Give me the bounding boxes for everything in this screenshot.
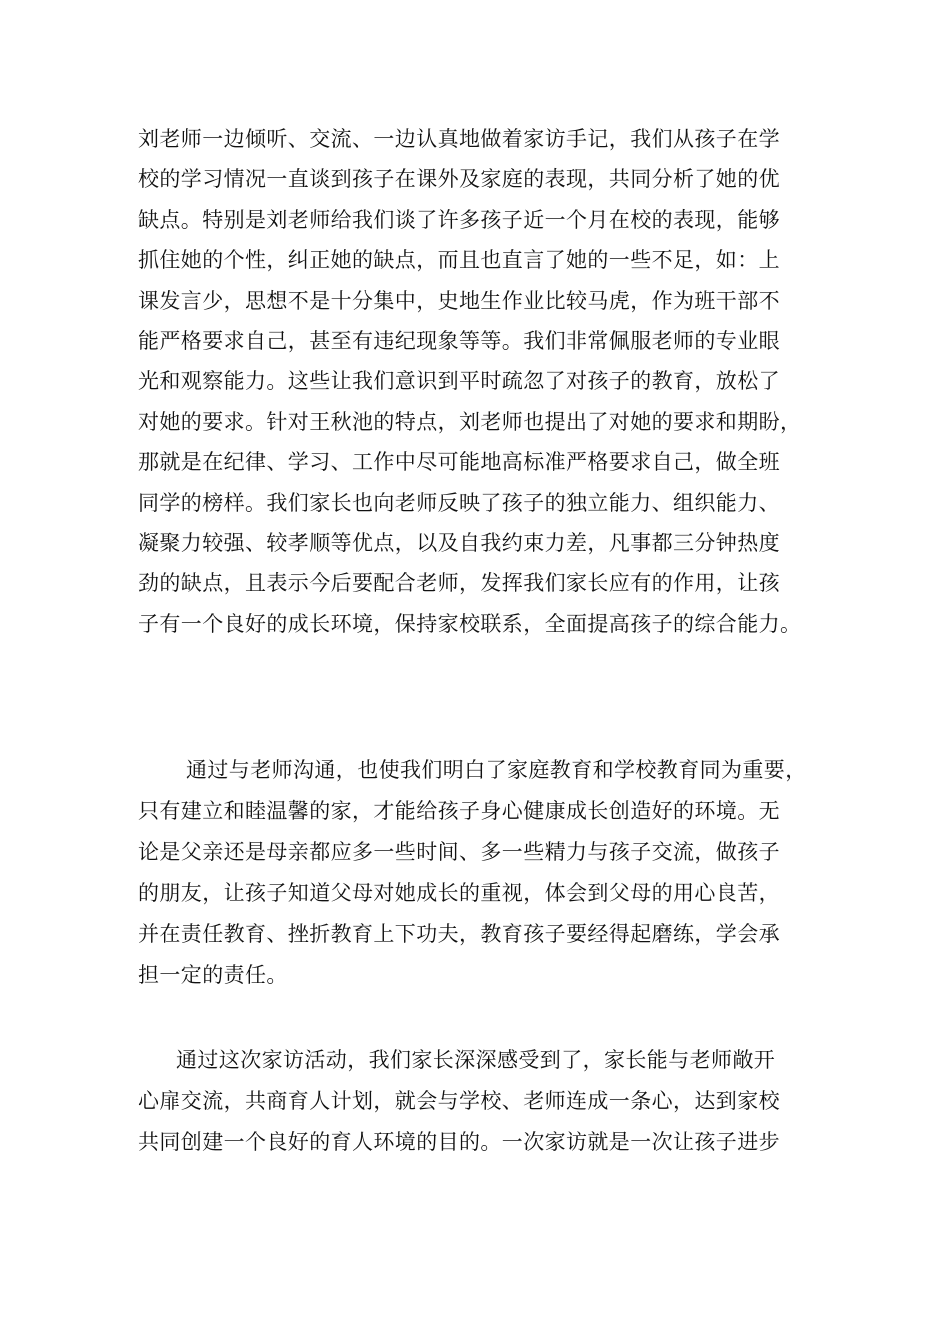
text-line: 对她的要求。针对王秋池的特点，刘老师也提出了对她的要求和期盼，	[138, 410, 802, 434]
text-line: 凝聚力较强、较孝顺等优点，以及自我约束力差，凡事都三分钟热度	[138, 531, 780, 555]
text-line: 并在责任教育、挫折教育上下功夫，教育孩子要经得起磨练，学会承	[138, 922, 780, 946]
text-line: 担一定的责任。	[138, 963, 288, 987]
text-line: 劲的缺点，且表示今后要配合老师，发挥我们家长应有的作用，让孩	[138, 571, 780, 595]
text-line: 抓住她的个性，纠正她的缺点，而且也直言了她的一些不足，如：上	[138, 248, 780, 272]
text-line: 那就是在纪律、学习、工作中尽可能地高标准严格要求自己，做全班	[138, 450, 780, 474]
text-line: 通过与老师沟通，也使我们明白了家庭教育和学校教育同为重要，	[186, 758, 807, 782]
text-line: 论是父亲还是母亲都应多一些时间、多一些精力与孩子交流，做孩子	[138, 840, 780, 864]
text-line: 校的学习情况一直谈到孩子在课外及家庭的表现，共同分析了她的优	[138, 167, 780, 191]
text-line: 通过这次家访活动，我们家长深深感受到了，家长能与老师敞开	[176, 1048, 776, 1072]
text-line: 能严格要求自己，甚至有违纪现象等等。我们非常佩服老师的专业眼	[138, 329, 780, 353]
paragraph-first-line: 的朋友，让孩子知道父母对她成长的重视，体会到父母的用心良苦，	[138, 881, 780, 905]
text-line: 心扉交流，共商育人计划，就会与学校、老师连成一条心，达到家校	[138, 1089, 780, 1113]
text-line: 缺点。特别是刘老师给我们谈了许多孩子近一个月在校的表现，能够	[138, 208, 780, 232]
text-line: 光和观察能力。这些让我们意识到平时疏忽了对孩子的教育，放松了	[138, 369, 780, 393]
text-line: 只有建立和睦温馨的家，才能给孩子身心健康成长创造好的环境。无	[138, 799, 780, 823]
text-line: 子有一个良好的成长环境，保持家校联系，全面提高孩子的综合能力。	[138, 612, 802, 636]
text-line: 共同创建一个良好的育人环境的目的。一次家访就是一次让孩子进步	[138, 1130, 780, 1154]
text-line: 刘老师一边倾听、交流、一边认真地做着家访手记，我们从孩子在学	[138, 127, 780, 151]
text-line: 课发言少，思想不是十分集中，史地生作业比较马虎，作为班干部不	[138, 289, 780, 313]
text-line: 同学的榜样。我们家长也向老师反映了孩子的独立能力、组织能力、	[138, 491, 780, 515]
